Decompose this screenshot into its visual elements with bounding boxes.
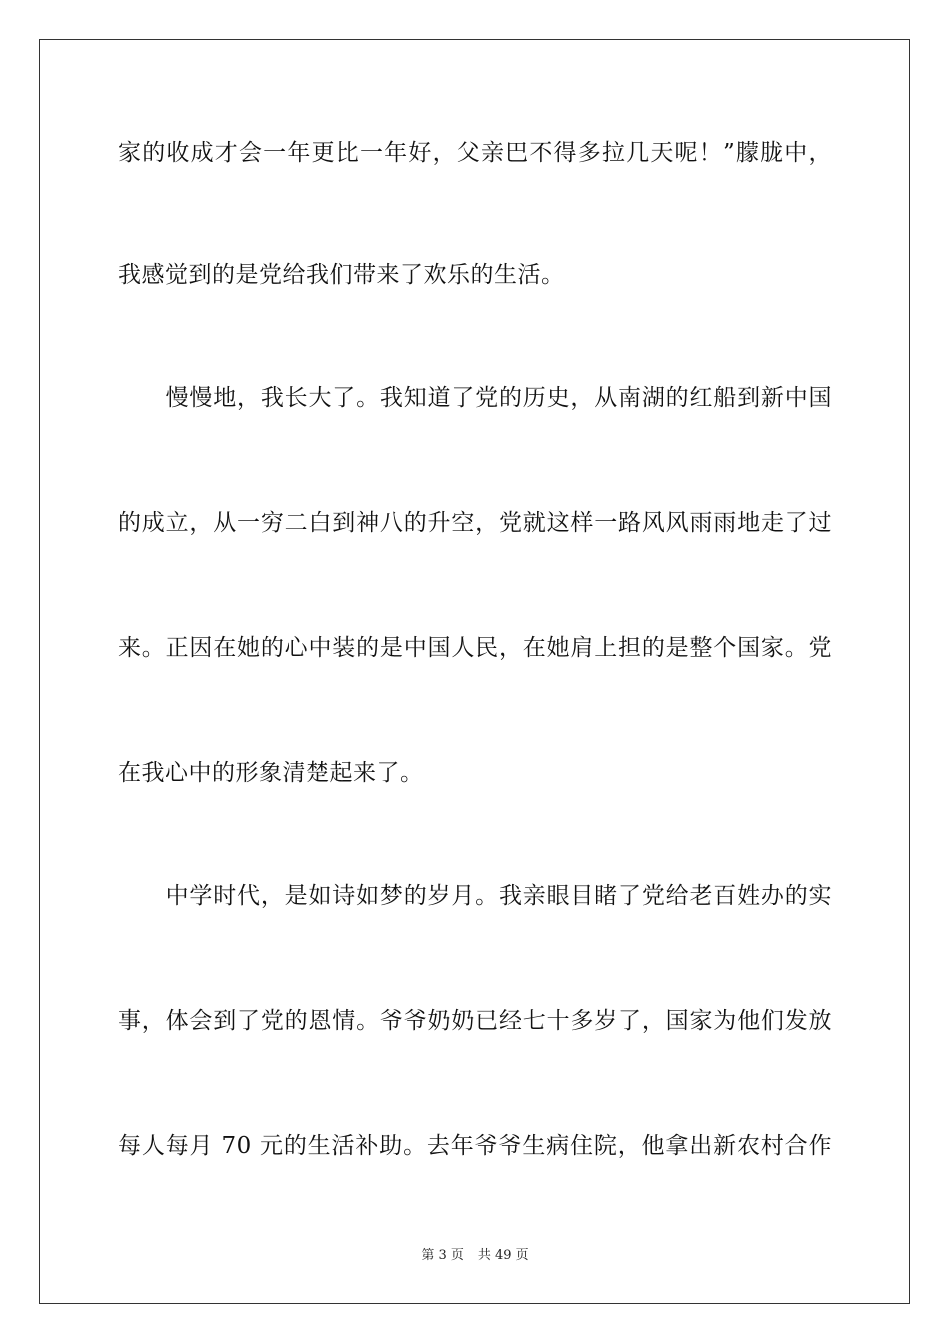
body-text-line: 慢慢地，我长大了。我知道了党的历史，从南湖的红船到新中国 [118,385,832,411]
page-number: 第 3 页 [421,1248,464,1263]
body-text-line: 的成立，从一穷二白到神八的升空，党就这样一路风风雨雨地走了过 [118,510,832,536]
body-text-line: 中学时代，是如诗如梦的岁月。我亲眼目睹了党给老百姓办的实 [118,883,832,909]
body-text-line: 我感觉到的是党给我们带来了欢乐的生活。 [118,262,565,288]
body-text-line: 事，体会到了党的恩情。爷爷奶奶已经七十多岁了，国家为他们发放 [118,1008,832,1034]
page-border [39,39,910,1304]
page-footer [0,1247,950,1265]
body-text-line: 家的收成才会一年更比一年好，父亲巴不得多拉几天呢！”朦胧中， [118,140,832,166]
page-total: 共 49 页 [477,1248,529,1263]
body-text-line: 在我心中的形象清楚起来了。 [118,760,424,786]
body-text-line: 来。正因在她的心中装的是中国人民，在她肩上担的是整个国家。党 [118,635,832,661]
body-text-line: 每人每月 70 元的生活补助。去年爷爷生病住院，他拿出新农村合作 [118,1133,832,1159]
